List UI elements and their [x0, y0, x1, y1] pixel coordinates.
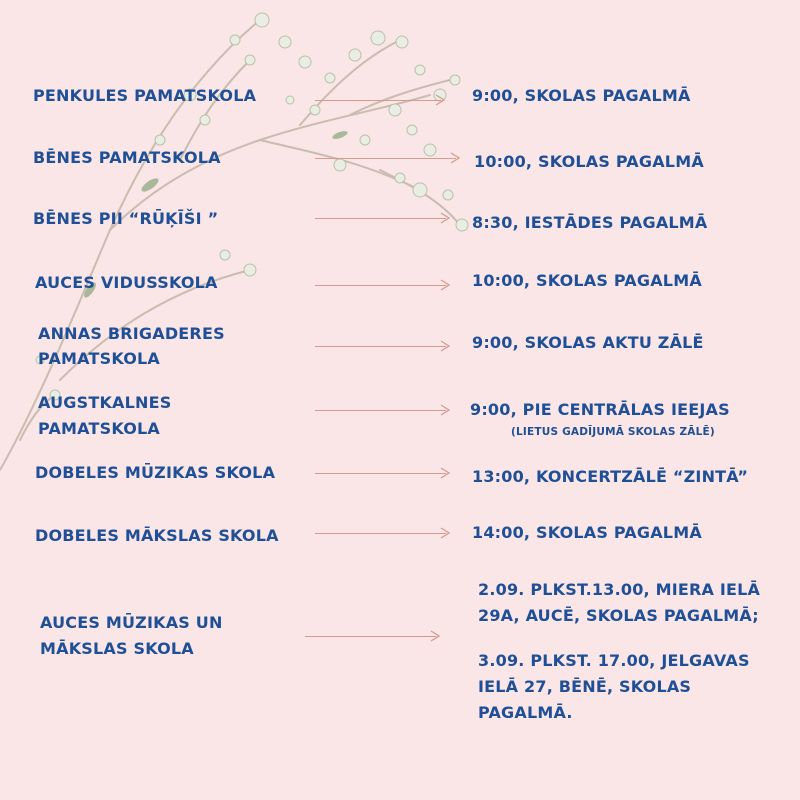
arrow-icon [315, 152, 460, 164]
school-name: DOBELES MĀKSLAS SKOLA [35, 526, 279, 545]
schedule-detail-line: PAGALMĀ. [478, 703, 573, 722]
arrow-icon [315, 279, 450, 291]
school-name-line1: AUGSTKALNES [38, 393, 172, 412]
schedule-detail-line: 29A, AUCĒ, SKOLAS PAGALMĀ; [478, 606, 759, 625]
schedule-detail-line: 3.09. PLKST. 17.00, JELGAVAS [478, 651, 750, 670]
arrow-icon [315, 340, 450, 352]
school-name-line2: PAMATSKOLA [38, 349, 160, 368]
school-name-line2: MĀKSLAS SKOLA [40, 639, 194, 658]
arrow-icon [315, 467, 450, 479]
schedule-detail: 8:30, IESTĀDES PAGALMĀ [472, 213, 708, 232]
schedule-detail-line: IELĀ 27, BĒNĒ, SKOLAS [478, 677, 692, 696]
schedule-detail: 9:00, SKOLAS PAGALMĀ [472, 86, 691, 105]
schedule-detail: 14:00, SKOLAS PAGALMĀ [472, 523, 702, 542]
school-name: BĒNES PAMATSKOLA [33, 148, 221, 167]
arrow-icon [315, 212, 450, 224]
schedule-detail: 13:00, KONCERTZĀLĒ “ZINTĀ” [472, 467, 749, 486]
schedule-detail: 10:00, SKOLAS PAGALMĀ [472, 271, 702, 290]
school-name: PENKULES PAMATSKOLA [33, 86, 257, 105]
arrow-icon [315, 527, 450, 539]
arrow-icon [305, 630, 440, 642]
school-name-line2: PAMATSKOLA [38, 419, 160, 438]
school-name: DOBELES MŪZIKAS SKOLA [35, 463, 276, 482]
schedule-detail-line: 2.09. PLKST.13.00, MIERA IELĀ [478, 580, 761, 599]
schedule-detail: 10:00, SKOLAS PAGALMĀ [474, 152, 704, 171]
arrow-icon [315, 94, 445, 106]
school-name: BĒNES PII “RŪĶĪŠI ” [33, 209, 219, 228]
schedule-detail: 9:00, PIE CENTRĀLAS IEEJAS [470, 400, 730, 419]
school-name-line1: AUCES MŪZIKAS UN [40, 613, 223, 632]
schedule-detail: 9:00, SKOLAS AKTU ZĀLĒ [472, 333, 704, 352]
weather-note: (LIETUS GADĪJUMĀ SKOLAS ZĀLĒ) [511, 426, 715, 438]
school-name-line1: ANNAS BRIGADERES [38, 324, 225, 343]
arrow-icon [315, 404, 450, 416]
school-name: AUCES VIDUSSKOLA [35, 273, 218, 292]
